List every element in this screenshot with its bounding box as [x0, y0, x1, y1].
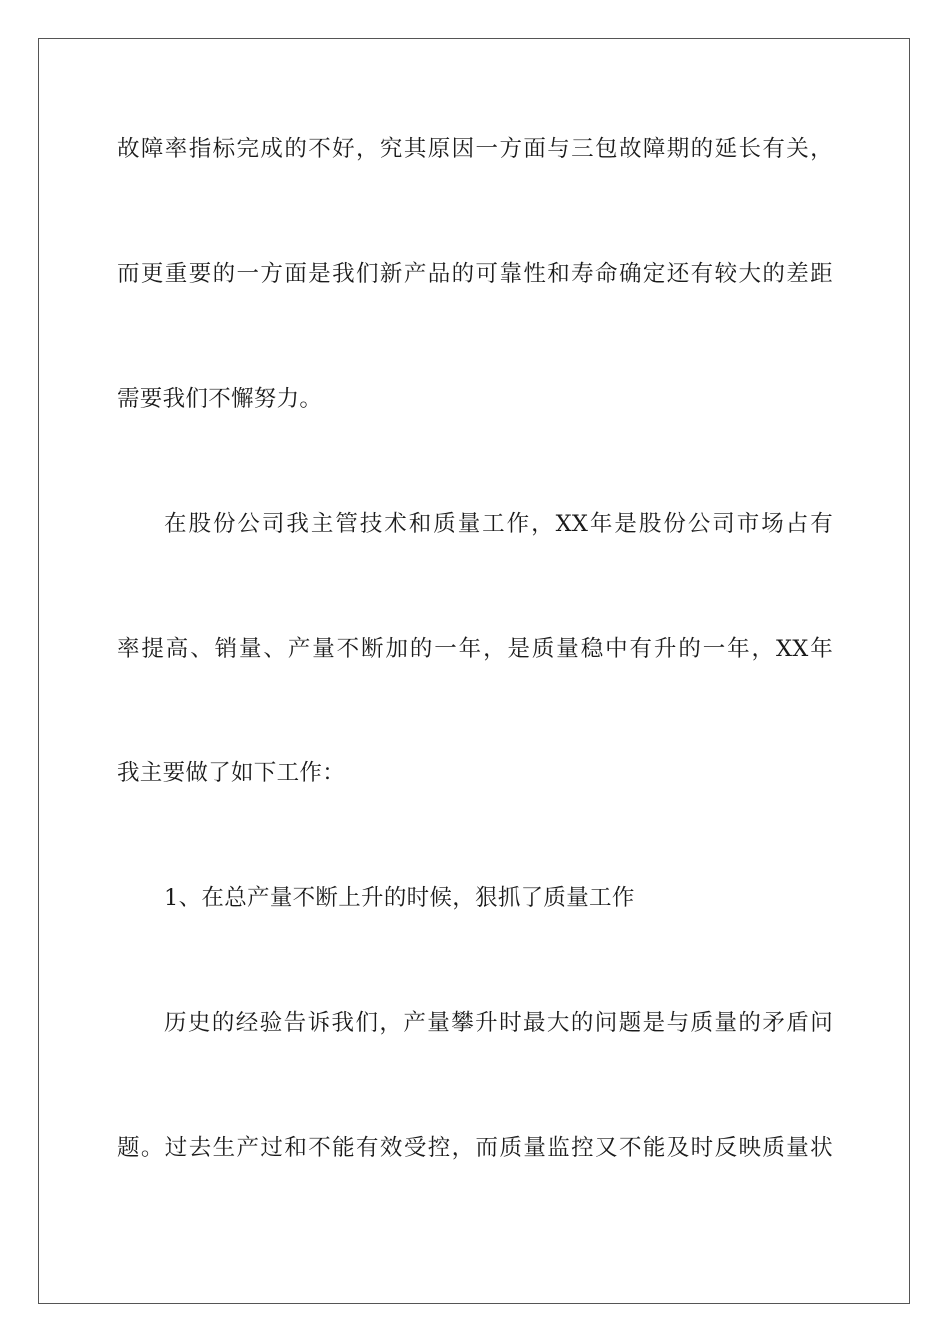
- paragraph-line-2: 而更重要的一方面是我们新产品的可靠性和寿命确定还有较大的差距: [117, 261, 833, 287]
- paragraph-line-8: 历史的经验告诉我们，产量攀升时最大的问题是与质量的矛盾问: [164, 1010, 833, 1036]
- page-frame: [38, 38, 910, 1304]
- paragraph-line-1: 故障率指标完成的不好，究其原因一方面与三包故障期的延长有关，: [117, 136, 833, 162]
- paragraph-line-5: 率提高、销量、产量不断加的一年，是质量稳中有升的一年，XX年: [117, 636, 833, 662]
- section-heading-1: 1、在总产量不断上升的时候，狠抓了质量工作: [164, 885, 635, 911]
- paragraph-line-9: 题。过去生产过和不能有效受控，而质量监控又不能及时反映质量状: [117, 1135, 833, 1161]
- paragraph-line-4: 在股份公司我主管技术和质量工作，XX年是股份公司市场占有: [164, 511, 833, 537]
- paragraph-line-3: 需要我们不懈努力。: [117, 386, 323, 412]
- paragraph-line-6: 我主要做了如下工作：: [117, 760, 346, 786]
